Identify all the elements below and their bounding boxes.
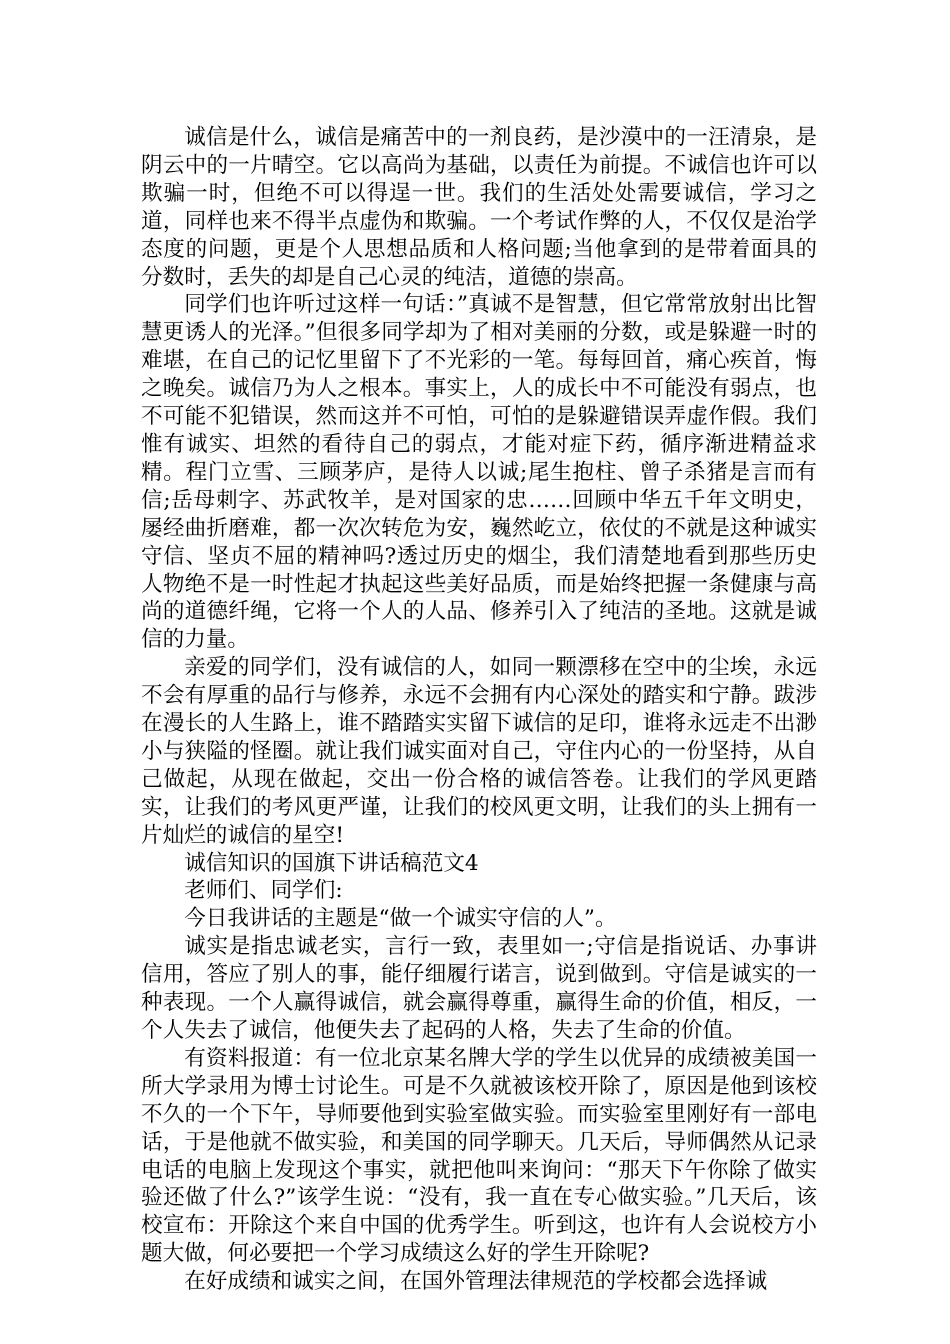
paragraph-final-partial: 在好成绩和诚实之间，在国外管理法律规范的学校都会选择诚	[184, 1269, 768, 1295]
paragraph-sincerity-quote: 同学们也许听过这样一句话：”真诚不是智慧，但它常常放射出比智慧更诱人的光泽。”但很多同学却为了相对美丽的分数，或是躲避一时的难堪，在自己的记忆里留下了不光彩的一笔。每每回首，痛心疾首，悔之晚矣。诚信乃为人之根本。事实上，人的成长中不可能没有弱点，也不可能不犯错误，然而这并不可怕，可怕的是躲避错误弄虚作假。我们惟有诚实、坦然的看待自己的弱点，才能对症下药，循序渐进精益求精。程门立雪、三顾茅庐，是待人以诚;尾生抱柱、曾子杀猪是言而有信;岳母刺字、苏武牧羊，是对国家的忠……回顾中华五千年文明史，屡经曲折磨难，都一次次转危为安，巍然屹立，依仗的不就是这种诚实守信、坚贞不屈的精神吗?透过历史的烟尘，我们清楚地看到那些历史人物绝不是一时性起才执起这些美好品质，而是始终把握一条健康与高尚的道德纤绳，它将一个人的人品、修养引入了纯洁的圣地。这就是诚信的力量。	[141, 292, 817, 653]
speech-topic: 今日我讲话的主题是“做一个诚实守信的人”。	[184, 906, 617, 932]
paragraph-honesty-definition: 诚实是指忠诚老实，言行一致，表里如一;守信是指说话、办事讲信用，答应了别人的事，能仔细履行诺言，说到做到。守信是诚实的一种表现。一个人赢得诚信，就会赢得尊重，赢得生命的价值，相反，一个人失去了诚信，他便失去了起码的人格，失去了生命的价值。	[141, 934, 817, 1043]
salutation: 老师们、同学们:	[184, 878, 343, 904]
paragraph-dear-students: 亲爱的同学们，没有诚信的人，如同一颗漂移在空中的尘埃，永远不会有厚重的品行与修养，永远不会拥有内心深处的踏实和宁静。跋涉在漫长的人生路上，谁不踏踏实实留下诚信的足印，谁将永远走不出渺小与狭隘的怪圈。就让我们诚实面对自己，守住内心的一份坚持，从自己做起，从现在做起，交出一份合格的诚信答卷。让我们的学风更踏实，让我们的考风更严谨，让我们的校风更文明，让我们的头上拥有一片灿烂的诚信的星空!	[141, 655, 817, 848]
document-body	[141, 124, 817, 1296]
section-heading: 诚信知识的国旗下讲话稿范文4	[184, 850, 479, 876]
paragraph-story: 有资料报道：有一位北京某名牌大学的学生以优异的成绩被美国一所大学录用为博士讨论生。可是不久就被该校开除了，原因是他到该校不久的一个下午，导师要他到实验室做实验。而实验室里刚好有一部电话，于是他就不做实验，和美国的同学聊天。几天后，导师偶然从记录电话的电脑上发现这个事实，就把他叫来询问：“那天下午你除了做实验还做了什么?”该学生说：“没有，我一直在专心做实验。”几天后，该校宣布：开除这个来自中国的优秀学生。听到这，也许有人会说校方小题大做，何必要把一个学习成绩这么好的学生开除呢?	[141, 1045, 817, 1267]
paragraph-integrity-definition: 诚信是什么，诚信是痛苦中的一剂良药，是沙漠中的一汪清泉，是阴云中的一片晴空。它以高尚为基础，以责任为前提。不诚信也许可以欺骗一时，但绝不可以得逞一世。我们的生活处处需要诚信，学习之道，同样也来不得半点虚伪和欺骗。一个考试作弊的人，不仅仅是治学态度的问题，更是个人思想品质和人格问题;当他拿到的是带着面具的分数时，丢失的却是自己心灵的纯洁，道德的崇高。	[141, 125, 817, 290]
